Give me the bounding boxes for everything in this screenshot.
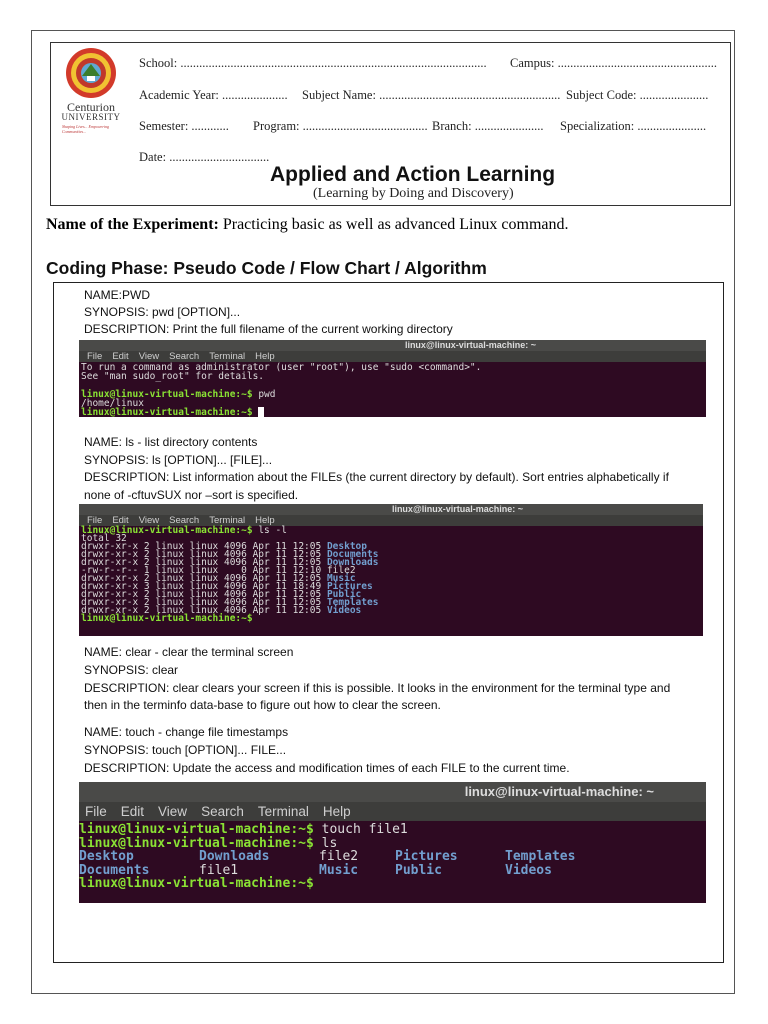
- terminal-output: To run a command as administrator (user "root"), use "sudo <command>". See "man sudo_root" for details. linux@linux-virtual-machine:~$ pwd /home/linux linux@linux-virtual-machine:~$: [81, 362, 482, 417]
- academic-year-field: Academic Year: .....................: [139, 88, 288, 102]
- campus-field: Campus: ...................................................: [510, 56, 717, 70]
- ls-grid-row: Documents file1 Music Public Videos: [79, 862, 552, 878]
- menu-file[interactable]: File: [87, 351, 103, 362]
- menu-view[interactable]: View: [138, 351, 160, 362]
- terminal-title: linux@linux-virtual-machine: ~: [79, 782, 706, 802]
- terminal-pwd: [79, 340, 706, 417]
- clear-synopsis: SYNOPSIS: clear: [84, 663, 179, 677]
- logo-tagline: Shaping Lives... Empowering Communities...: [62, 124, 109, 134]
- menu-view[interactable]: View: [138, 515, 160, 526]
- menu-search[interactable]: Search: [201, 804, 244, 819]
- subject-code-field: Subject Code: ......................: [566, 88, 709, 102]
- school-field: School: ..................................................................................................: [139, 56, 487, 70]
- ls-synopsis: SYNOPSIS: ls [OPTION]... [FILE]...: [84, 453, 273, 467]
- subject-name-field: Subject Name: ..........................................................: [302, 88, 561, 102]
- semester-field: Semester: ............: [139, 119, 229, 133]
- terminal-menu: [79, 802, 706, 821]
- section-title: Coding Phase: Pseudo Code / Flow Chart / Algorithm: [46, 258, 487, 278]
- ls-row: drwxr-xr-x 2 linux linux 4096 Apr 11 12:05 Videos: [81, 605, 362, 616]
- logo-university: UNIVERSITY: [61, 112, 121, 122]
- program-field: Program: ........................................: [253, 119, 428, 133]
- specialization-field: Specialization: ......................: [560, 119, 707, 133]
- ls-row: drwxr-xr-x 2 linux linux 4096 Apr 11 12:05 Public: [81, 589, 362, 600]
- terminal-ls: [79, 504, 703, 636]
- page-title: Applied and Action Learning: [270, 163, 556, 186]
- terminal-output: linux@linux-virtual-machine:~$ ls -l total 32 drwxr-xr-x 2 linux linux 4096 Apr 11 12:05 Desktop drwxr-xr-x 2 linux linux 4096 Apr 11 12:05 Documents drwxr-xr-x 2 linux linux 4096 Apr 11 12:05 Downloads -rw-r--r-- 1 linux linux 0 Apr 11 12:10 file2 drwxr-xr-x 2 linux linux 4096 Apr 11 12:05 Music drwxr-xr-x 3 linux linux 4096 Apr 11 18:49 Pictures drwxr-xr-x 2 linux linux 4096 Apr 11 12:05 Public drwxr-xr-x 2 linux linux 4096 Apr 11 12:05 Templates drwxr-xr-x 2 linux linux 4096 Apr 11 12:05 Videos linux@linux-virtual-machine:~$: [79, 526, 703, 623]
- terminal-title: linux@linux-virtual-machine: ~: [79, 340, 706, 351]
- ls-row: drwxr-xr-x 3 linux linux 4096 Apr 11 18:49 Pictures: [81, 581, 373, 592]
- ls-row: drwxr-xr-x 2 linux linux 4096 Apr 11 12:05 Music: [81, 573, 356, 584]
- ls-description-2: none of -cftuvSUX nor –sort is specified.: [84, 488, 299, 502]
- clear-name: NAME: clear - clear the terminal screen: [84, 645, 294, 659]
- ls-grid-row: Desktop Downloads file2 Pictures Templates: [79, 849, 576, 864]
- touch-synopsis: SYNOPSIS: touch [OPTION]... FILE...: [84, 743, 287, 757]
- terminal-output: linux@linux-virtual-machine:~$ touch file1 linux@linux-virtual-machine:~$ ls Desktop Downloads file2 Pictures Templates Documents file1 Music Public Videos linux@linux-virtual-machine:~$: [79, 821, 706, 891]
- menu-terminal[interactable]: Terminal: [209, 351, 246, 362]
- menu-edit[interactable]: Edit: [120, 804, 145, 819]
- university-logo-icon: [60, 46, 122, 136]
- pwd-synopsis: SYNOPSIS: pwd [OPTION]...: [84, 305, 241, 319]
- menu-help[interactable]: Help: [255, 515, 275, 526]
- ls-row: -rw-r--r-- 1 linux linux 0 Apr 11 12:10 file2: [81, 565, 356, 576]
- menu-terminal[interactable]: Terminal: [209, 515, 246, 526]
- clear-description-2: then in the terminfo data-base to figure out how to clear the screen.: [84, 698, 441, 712]
- pwd-name: NAME:PWD: [84, 288, 150, 302]
- menu-file[interactable]: File: [85, 804, 107, 819]
- experiment-name: Name of the Experiment: Practicing basic as well as advanced Linux command.: [46, 216, 569, 233]
- terminal-menu: [79, 351, 706, 362]
- menu-view[interactable]: View: [158, 804, 188, 819]
- menu-edit[interactable]: Edit: [112, 351, 129, 362]
- ls-row: drwxr-xr-x 2 linux linux 4096 Apr 11 12:05 Documents: [81, 549, 379, 560]
- ls-row: drwxr-xr-x 2 linux linux 4096 Apr 11 12:05 Desktop: [81, 541, 367, 552]
- ls-name: NAME: ls - list directory contents: [84, 435, 258, 449]
- menu-help[interactable]: Help: [255, 351, 275, 362]
- date-field: Date: ................................: [139, 150, 270, 164]
- menu-search[interactable]: Search: [169, 515, 200, 526]
- menu-file[interactable]: File: [87, 515, 103, 526]
- page-subtitle: (Learning by Doing and Discovery): [313, 186, 514, 201]
- touch-name: NAME: touch - change file timestamps: [84, 725, 289, 739]
- logo-name: Centurion: [67, 100, 115, 114]
- menu-terminal[interactable]: Terminal: [257, 804, 309, 819]
- branch-field: Branch: ......................: [432, 119, 544, 133]
- menu-help[interactable]: Help: [322, 804, 351, 819]
- terminal-title: linux@linux-virtual-machine: ~: [79, 504, 703, 515]
- clear-description-1: DESCRIPTION: clear clears your screen if this is possible. It looks in the environment for the terminal type and: [84, 681, 671, 695]
- menu-search[interactable]: Search: [169, 351, 200, 362]
- pwd-description: DESCRIPTION: Print the full filename of the current working directory: [84, 322, 453, 336]
- terminal-touch: [79, 782, 706, 903]
- ls-row: drwxr-xr-x 2 linux linux 4096 Apr 11 12:05 Downloads: [81, 557, 379, 568]
- menu-edit[interactable]: Edit: [112, 515, 129, 526]
- ls-row: drwxr-xr-x 2 linux linux 4096 Apr 11 12:05 Templates: [81, 597, 379, 608]
- ls-description-1: DESCRIPTION: List information about the FILEs (the current directory by default). Sort entries alphabetically if: [84, 470, 669, 484]
- touch-description: DESCRIPTION: Update the access and modification times of each FILE to the current time.: [84, 761, 570, 775]
